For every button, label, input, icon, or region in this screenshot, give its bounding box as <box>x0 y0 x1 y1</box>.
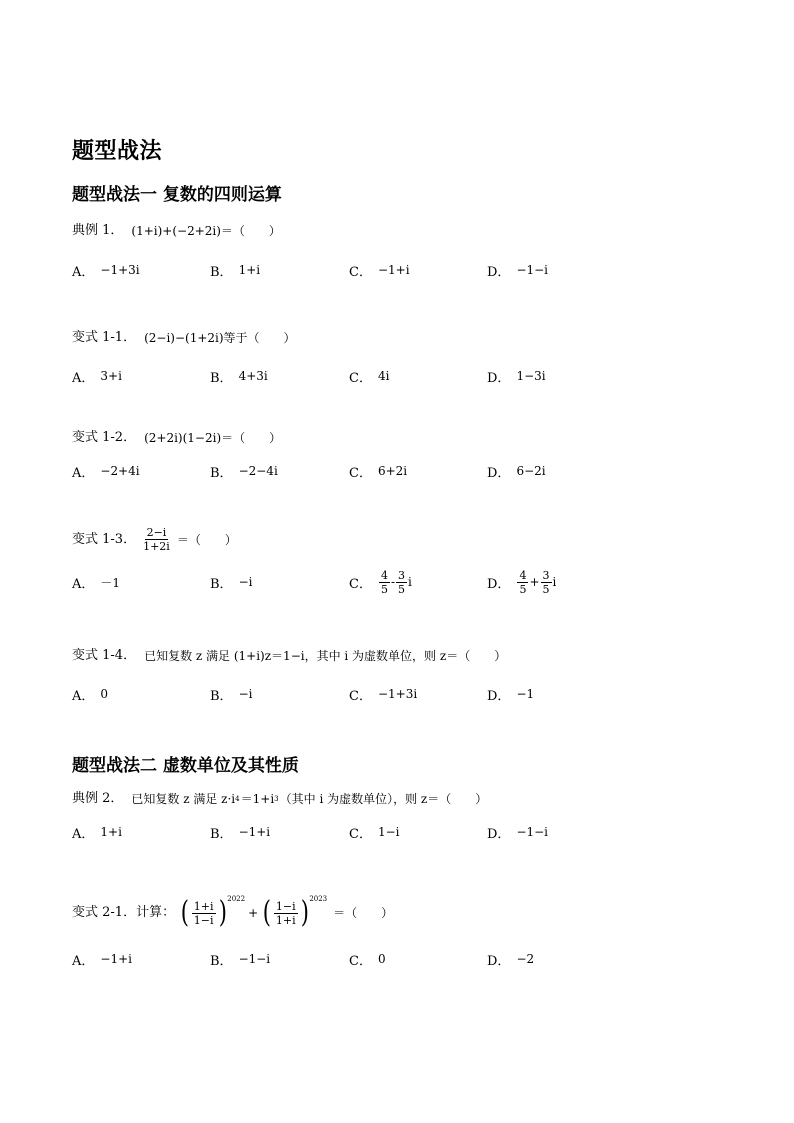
option-value: −1 <box>516 687 535 701</box>
question-1 <box>72 221 281 241</box>
option-letter: D． <box>487 576 511 592</box>
options-row-2 <box>72 364 632 388</box>
term-fraction-1 <box>192 900 216 927</box>
options-row-7 <box>72 947 632 971</box>
option-letter: C． <box>349 370 372 386</box>
question-label: 变式 1-2． <box>72 430 137 445</box>
fraction-numerator: 3 <box>542 568 550 582</box>
question-label: 典例 2． <box>72 791 124 806</box>
fraction-denominator: 5 <box>380 582 388 596</box>
section-title-1: 题型战法一 复数的四则运算 <box>72 185 282 205</box>
option-value: 6+2i <box>377 464 408 478</box>
option-b[interactable] <box>210 682 252 706</box>
question-tail: ＝（ ） <box>333 906 394 920</box>
option-letter: A． <box>72 264 95 280</box>
question-expression: (2−i)−(1+2i)等于（ ） <box>144 331 296 345</box>
option-value: −1−i <box>516 825 549 839</box>
option-value: 1−3i <box>516 369 546 383</box>
option-value: 3+i <box>100 369 122 383</box>
option-value: 4i <box>377 369 390 383</box>
question-5 <box>72 646 506 666</box>
options-row-3 <box>72 459 632 483</box>
option-letter: D． <box>487 370 511 386</box>
fraction-numerator: 4 <box>380 568 388 582</box>
option-b[interactable] <box>210 364 268 388</box>
question-3 <box>72 428 281 448</box>
option-a[interactable] <box>72 258 140 282</box>
option-value: 0 <box>377 952 386 966</box>
plus-sign: + <box>248 906 259 920</box>
option-operator: - <box>390 575 396 589</box>
question-4 <box>72 526 237 553</box>
power-term-1 <box>179 895 246 930</box>
option-letter: A． <box>72 465 95 481</box>
option-d[interactable] <box>487 364 546 388</box>
option-b[interactable] <box>210 570 252 594</box>
question-2 <box>72 328 296 348</box>
exponent-2: 2023 <box>309 895 328 903</box>
option-a[interactable] <box>72 820 122 844</box>
fraction-denominator: 5 <box>542 582 550 596</box>
question-expression-mid: ＝1+i <box>240 792 275 806</box>
option-value: −1−i <box>516 263 549 277</box>
exponent-2: 3 <box>274 795 279 803</box>
option-value: −1+3i <box>100 263 140 277</box>
option-value: −i <box>238 687 253 701</box>
option-suffix: i <box>408 575 412 589</box>
option-suffix: i <box>552 575 557 589</box>
option-c[interactable] <box>349 459 407 483</box>
option-a[interactable] <box>72 947 132 971</box>
option-letter: A． <box>72 953 95 969</box>
fraction-numerator: 4 <box>519 568 527 582</box>
option-letter: C． <box>349 465 372 481</box>
option-c[interactable] <box>349 570 412 594</box>
option-fraction-1 <box>379 569 390 596</box>
option-a[interactable] <box>72 364 122 388</box>
option-letter: C． <box>349 953 372 969</box>
option-fraction-2 <box>396 569 407 596</box>
option-value: −2−4i <box>238 464 278 478</box>
left-paren: ( <box>262 895 272 930</box>
option-value: 6−2i <box>516 464 546 478</box>
option-value: −2 <box>516 952 535 966</box>
option-letter: D． <box>487 826 511 842</box>
option-d[interactable] <box>487 820 548 844</box>
question-fraction <box>141 526 172 553</box>
option-value: 0 <box>100 687 109 701</box>
option-letter: C． <box>349 688 372 704</box>
fraction-denominator: 5 <box>519 582 527 596</box>
term-fraction-2 <box>274 900 298 927</box>
question-label: 变式 1-4． <box>72 648 137 663</box>
option-fraction-2 <box>541 569 552 596</box>
option-b[interactable] <box>210 459 278 483</box>
option-a[interactable] <box>72 459 140 483</box>
option-value: 1+i <box>238 263 261 277</box>
right-paren: ) <box>218 895 227 930</box>
option-d[interactable] <box>487 459 546 483</box>
option-letter: B． <box>210 826 233 842</box>
option-value: －1 <box>100 575 121 590</box>
option-letter: B． <box>210 370 233 386</box>
option-d[interactable] <box>487 258 548 282</box>
left-paren: ( <box>180 895 190 930</box>
option-letter: D． <box>487 953 511 969</box>
option-letter: B． <box>210 953 233 969</box>
question-expression-pre: 已知复数 z 满足 z·i <box>131 792 236 806</box>
question-label: 典例 1． <box>72 223 124 238</box>
option-value: −2+4i <box>100 464 140 478</box>
option-a[interactable] <box>72 570 120 594</box>
option-letter: C． <box>349 826 372 842</box>
option-letter: B． <box>210 576 233 592</box>
option-operator: + <box>529 575 540 589</box>
option-c[interactable] <box>349 947 386 971</box>
option-value: −1+3i <box>377 687 418 701</box>
right-paren: ) <box>300 895 309 930</box>
option-b[interactable] <box>210 947 270 971</box>
question-6 <box>72 789 487 809</box>
option-letter: A． <box>72 688 95 704</box>
option-letter: A． <box>72 576 95 592</box>
option-c[interactable] <box>349 820 399 844</box>
fraction-numerator: 2−i <box>146 526 167 539</box>
option-value: 1−i <box>377 825 400 839</box>
option-value: 1+i <box>100 825 122 839</box>
fraction-denominator: 1+2i <box>143 540 170 553</box>
option-letter: A． <box>72 826 95 842</box>
question-label: 变式 1-3． <box>72 531 137 547</box>
options-row-1 <box>72 258 632 282</box>
option-a[interactable] <box>72 682 108 706</box>
question-label: 变式 2-1．计算： <box>72 905 176 920</box>
option-value: −1+i <box>377 263 410 277</box>
fraction-denominator: 1+i <box>275 913 296 927</box>
options-row-6 <box>72 820 632 844</box>
options-row-4 <box>72 570 632 594</box>
question-label: 变式 1-1． <box>72 330 137 345</box>
power-term-2 <box>261 895 328 930</box>
question-7 <box>72 893 393 933</box>
exponent-1: 4 <box>235 795 240 803</box>
options-row-5 <box>72 682 632 706</box>
question-expression: 已知复数 z 满足 (1+i)z＝1−i，其中 i 为虚数单位，则 z＝（ ） <box>144 649 507 663</box>
option-c[interactable] <box>349 258 410 282</box>
question-tail: ＝（ ） <box>176 532 237 547</box>
section-title-2: 题型战法二 虚数单位及其性质 <box>72 756 299 776</box>
option-letter: B． <box>210 688 233 704</box>
option-letter: B． <box>210 264 233 280</box>
option-value: 4+3i <box>238 369 268 383</box>
option-letter: B． <box>210 465 233 481</box>
option-letter: D． <box>487 465 511 481</box>
fraction-denominator: 5 <box>398 582 406 596</box>
question-expression-post: （其中 i 为虚数单位），则 z＝（ ） <box>279 792 488 806</box>
exponent-1: 2022 <box>227 895 246 903</box>
option-b[interactable] <box>210 258 260 282</box>
option-letter: C． <box>349 576 372 592</box>
page-title: 题型战法 <box>72 139 163 164</box>
option-c[interactable] <box>349 682 417 706</box>
fraction-numerator: 1−i <box>275 899 296 913</box>
fraction-numerator: 3 <box>398 568 406 582</box>
fraction-numerator: 1+i <box>193 899 214 913</box>
option-d[interactable] <box>487 570 556 594</box>
option-fraction-1 <box>517 569 528 596</box>
option-b[interactable] <box>210 820 270 844</box>
option-letter: D． <box>487 264 511 280</box>
option-value: −1+i <box>100 952 132 966</box>
option-d[interactable] <box>487 682 534 706</box>
option-letter: C． <box>349 264 372 280</box>
option-letter: D． <box>487 688 511 704</box>
option-value: −1−i <box>238 952 271 966</box>
question-expression: (2+2i)(1−2i)＝（ ） <box>144 431 282 445</box>
option-d[interactable] <box>487 947 534 971</box>
option-letter: A． <box>72 370 95 386</box>
option-value: −i <box>238 575 253 589</box>
option-c[interactable] <box>349 364 389 388</box>
option-value: −1+i <box>238 825 271 839</box>
fraction-denominator: 1−i <box>193 913 214 927</box>
question-expression: (1+i)+(−2+2i)＝（ ） <box>131 224 281 238</box>
